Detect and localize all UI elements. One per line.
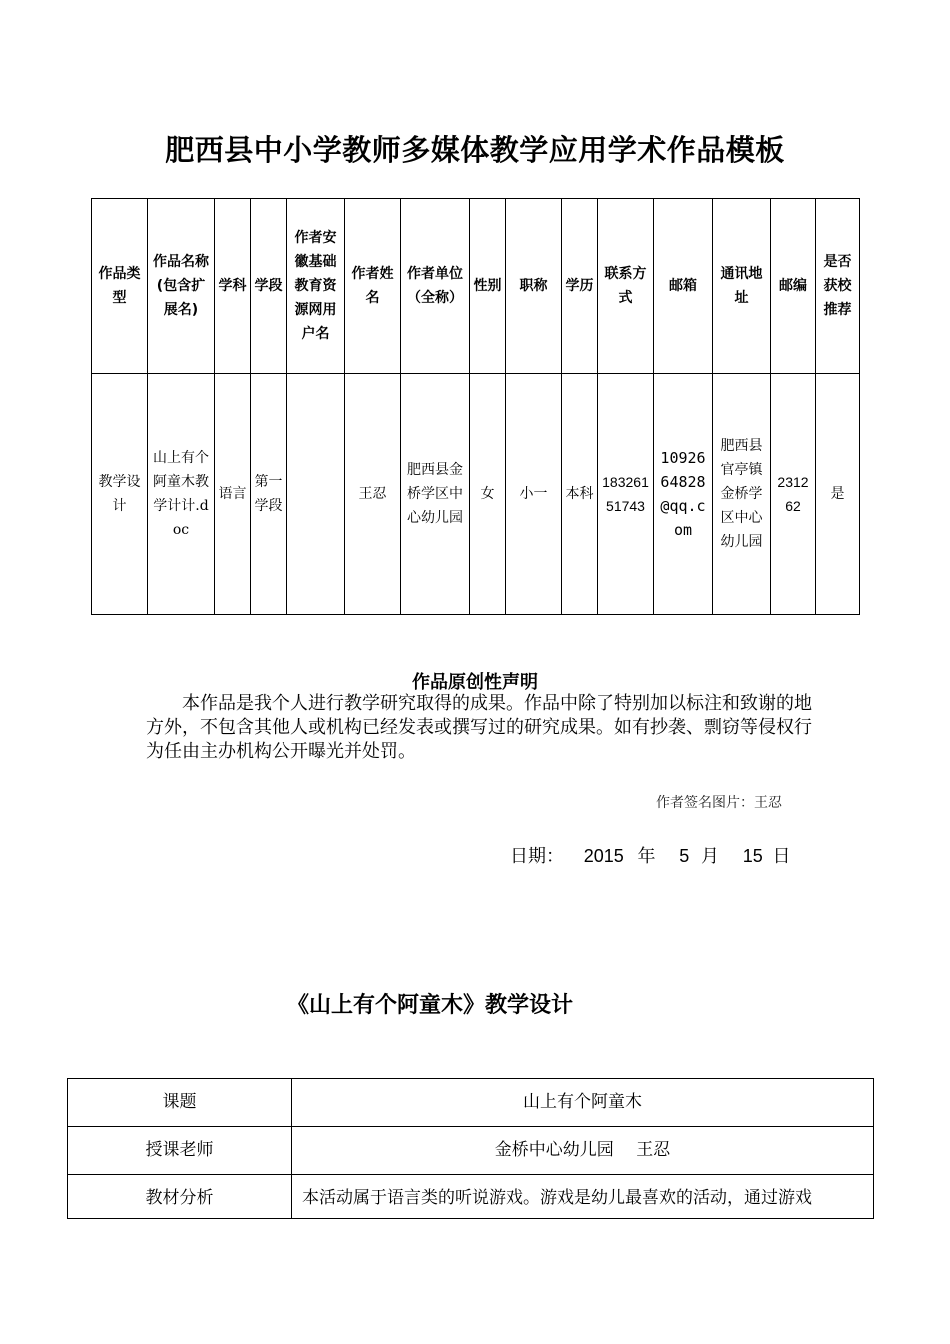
cell-username [287,374,345,615]
cell-edu: 本科 [562,374,598,615]
header-cell: 作者姓名 [345,199,401,374]
header-cell: 学科 [215,199,251,374]
plan-value: 金桥中心幼儿园 王忍 [292,1127,874,1175]
cell-unit: 肥西县金桥学区中心幼儿园 [401,374,470,615]
lesson-plan-title: 《山上有个阿童木》教学设计 [286,993,573,1018]
header-cell: 学历 [562,199,598,374]
date-label: 日期： [510,846,564,867]
lesson-plan-table [67,1078,874,1219]
plan-label: 授课老师 [68,1127,292,1175]
declaration-title: 作品原创性声明 [412,672,538,693]
header-cell: 作者单位（全称） [401,199,470,374]
declaration-body: 本作品是我个人进行教学研究取得的成果。作品中除了特别加以标注和致谢的地方外，不包含其他人或机构已经发表或撰写过的研究成果。如有抄袭、剽窃等侵权行为任由主办机构公开曝光并处罚。 [146,693,812,762]
table-header-row [92,199,860,374]
plan-value: 本活动属于语言类的听说游戏。游戏是幼儿最喜欢的活动，通过游戏 [292,1175,874,1219]
signature-line: 作者签名图片：王忍 [656,795,782,811]
cell-address: 肥西县官亭镇金桥学区中心幼儿园 [713,374,771,615]
table-row [68,1079,874,1127]
cell-recommend: 是 [816,374,860,615]
header-cell: 邮编 [771,199,816,374]
date-month-unit: 月 [701,846,719,867]
date-line [510,842,791,868]
cell-name: 山上有个阿童木教学计计.doc [148,374,215,615]
header-cell: 作品类型 [92,199,148,374]
header-cell: 职称 [506,199,562,374]
cell-email: 109266482​8@qq.com [654,374,713,615]
header-cell: 学段 [251,199,287,374]
document-title: 肥西县中小学教师多媒体教学应用学术作品模板 [165,133,785,167]
cell-stage: 第一学段 [251,374,287,615]
header-cell: 邮箱 [654,199,713,374]
header-cell: 性别 [470,199,506,374]
cell-zip: 231262 [771,374,816,615]
header-cell: 联系方式 [598,199,654,374]
date-year-unit: 年 [637,846,656,867]
table-row [68,1127,874,1175]
plan-label: 课题 [68,1079,292,1127]
cell-rank: 小一 [506,374,562,615]
date-day: 15 [742,846,763,866]
cell-type: 教学设计 [92,374,148,615]
header-cell: 作者安徽基础教育资源网用户名 [287,199,345,374]
plan-label: 教材分析 [68,1175,292,1219]
plan-value: 山上有个阿童木 [292,1079,874,1127]
header-cell: 作品名称(包含扩展名) [148,199,215,374]
cell-phone: 18326151743 [598,374,654,615]
cell-author: 王忍 [345,374,401,615]
date-month: 5 [679,846,690,866]
header-cell: 通讯地址 [713,199,771,374]
header-cell: 是否获校推荐 [816,199,860,374]
author-info-table [91,198,860,615]
cell-gender: 女 [470,374,506,615]
table-row [68,1175,874,1219]
date-day-unit: 日 [772,846,791,867]
table-row [92,374,860,615]
cell-subject: 语言 [215,374,251,615]
date-year: 2015 [583,846,624,866]
